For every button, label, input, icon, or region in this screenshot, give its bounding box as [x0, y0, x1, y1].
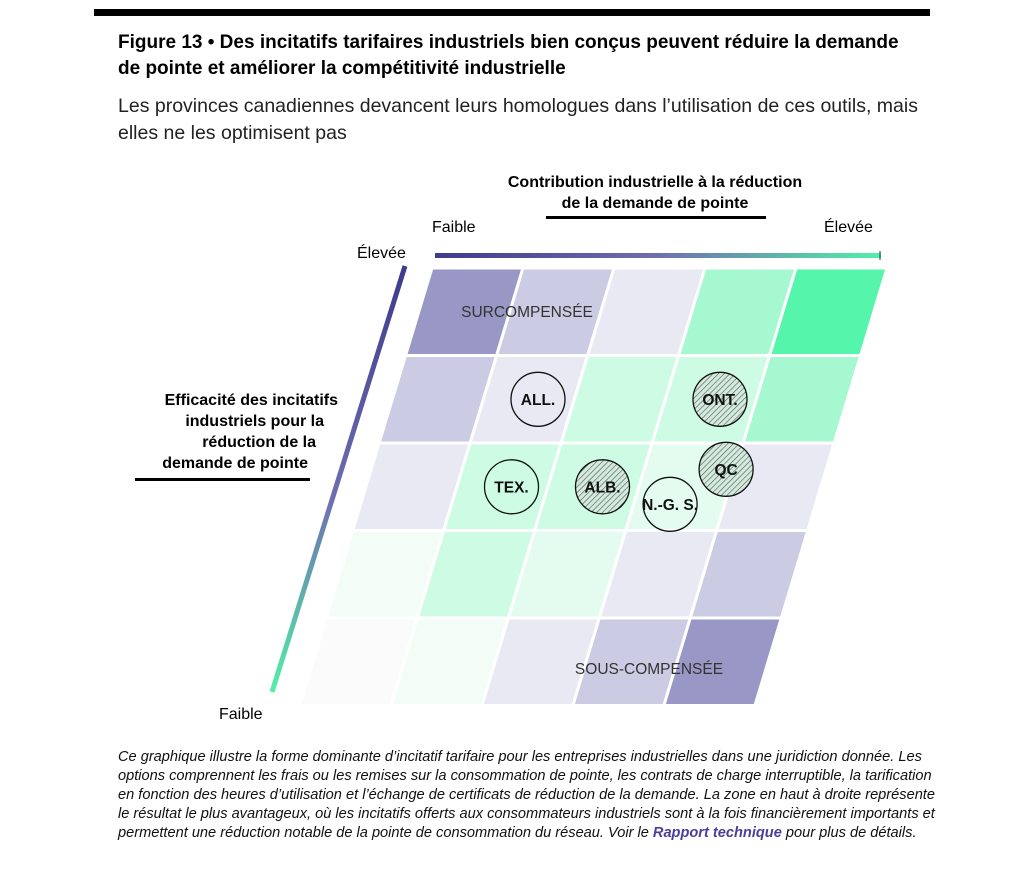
caption-text-end: pour plus de détails. — [781, 825, 917, 841]
jurisdiction-marker-label: ALB. — [584, 479, 621, 497]
y-axis-high-label: Élevée — [357, 245, 406, 262]
x-axis-gradient-bar — [435, 253, 881, 258]
x-axis-title-line: de la demande de pointe — [561, 195, 749, 212]
jurisdiction-marker — [699, 442, 753, 496]
jurisdiction-marker-label: ALL. — [520, 391, 556, 409]
y-axis-title-line: industriels pour la — [185, 413, 324, 430]
zone-label-over: SURCOMPENSÉE — [461, 304, 593, 321]
x-axis-title-line: Contribution industrielle à la réduction — [507, 174, 803, 191]
y-axis-title-line: Efficacité des incitatifs — [164, 392, 338, 409]
figure-title: Figure 13 • Des incitatifs tarifaires industriels bien conçus peuvent réduire la demande de pointe et améliorer la compétitivité industrielle — [118, 32, 899, 79]
zone-label-under: SOUS-COMPENSÉE — [574, 661, 724, 678]
jurisdiction-marker — [576, 460, 630, 514]
x-axis-low-label: Faible — [432, 219, 476, 236]
jurisdiction-marker-label: QC — [714, 461, 738, 479]
y-axis-low-label: Faible — [219, 706, 263, 723]
x-axis-high-label: Élevée — [824, 219, 873, 236]
jurisdiction-marker-label: ONT. — [702, 391, 738, 409]
technical-report-link[interactable]: Rapport technique — [652, 825, 782, 841]
figure-subtitle: Les provinces canadiennes devancent leurs homologues dans l’utilisation de ces outils, mais elles ne les optimisent pas — [118, 95, 918, 144]
caption-text: Ce graphique illustre la forme dominante d’incitatif tarifaire pour les entreprises industrielles dans une juridiction donnée. Les options comprennent les frais ou les remises sur la consommation de pointe, les contrats de charge interruptible, la tarification en fonction des heures d’utilisation et l’échange de certificats de réduction de la demande. La zone en haut à droite représente le résultat le plus avantageux, où les incitatifs offerts aux consommateurs industriels sont à la fois financièrement importants et permettent une réduction notable de la pointe de consommation du réseau. Voir le — [118, 749, 935, 841]
y-axis-title-line: réduction de la — [202, 434, 316, 451]
jurisdiction-marker-label: TEX. — [494, 479, 529, 497]
y-axis-title-line: demande de pointe — [162, 455, 308, 472]
jurisdiction-marker-label: N.-G. S. — [642, 496, 699, 514]
jurisdiction-marker — [693, 372, 747, 426]
figure-caption — [118, 748, 938, 843]
